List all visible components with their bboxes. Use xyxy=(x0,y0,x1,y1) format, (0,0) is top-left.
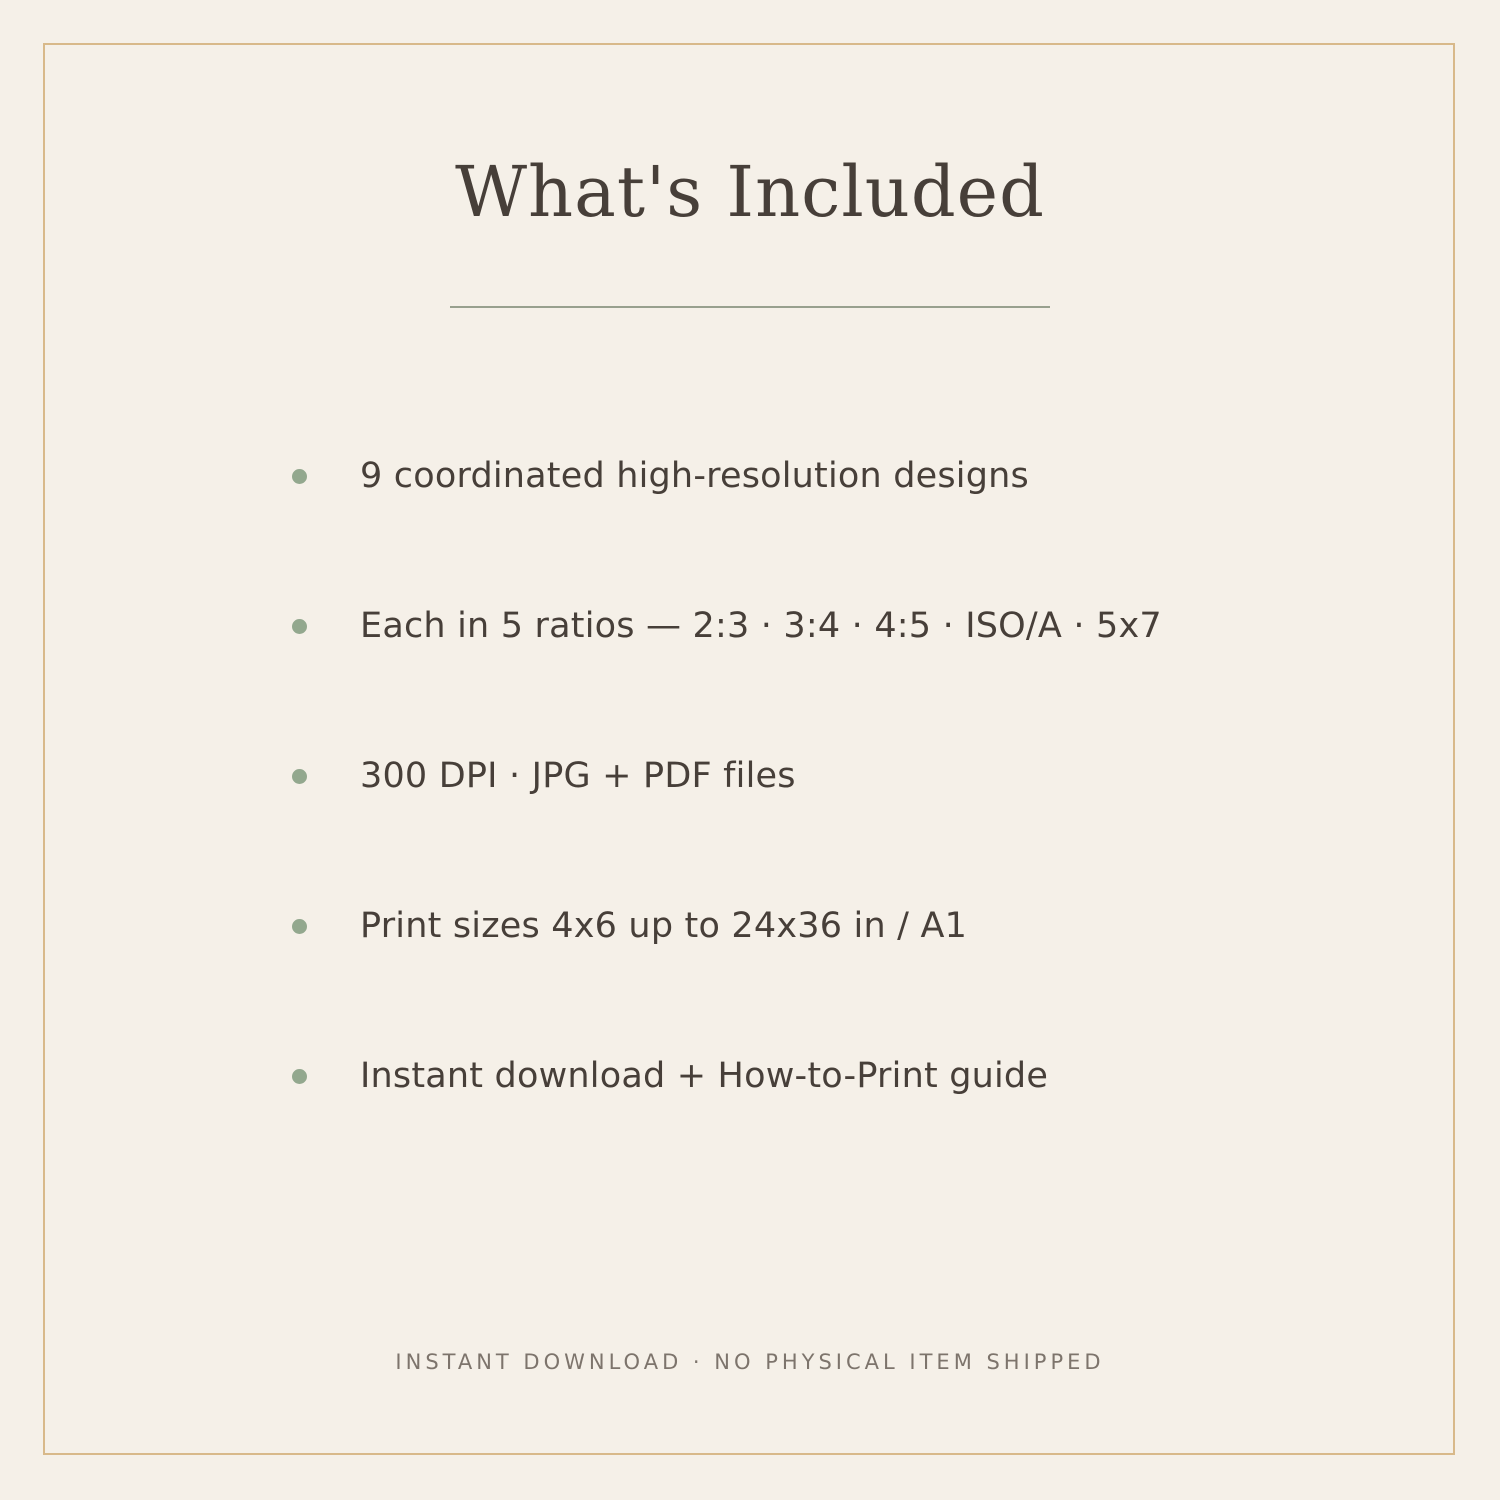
list-item xyxy=(292,446,1029,506)
list-item-text: Each in 5 ratios — 2:3 · 3:4 · 4:5 · ISO/A · 5x7 xyxy=(360,606,1162,646)
list-item xyxy=(292,746,796,806)
list-item xyxy=(292,1046,1048,1106)
bullet-dot-icon xyxy=(292,619,307,634)
bullet-dot-icon xyxy=(292,919,307,934)
list-item xyxy=(292,896,967,956)
footer-note: INSTANT DOWNLOAD · NO PHYSICAL ITEM SHIPPED xyxy=(395,1350,1105,1374)
page-title: What's Included xyxy=(455,151,1045,233)
list-item-text: 9 coordinated high-resolution designs xyxy=(360,456,1029,496)
list-item-text: Print sizes 4x6 up to 24x36 in / A1 xyxy=(360,906,968,946)
list-item xyxy=(292,596,1162,656)
list-item-text: 300 DPI · JPG + PDF files xyxy=(360,756,796,796)
bullet-dot-icon xyxy=(292,469,307,484)
bullet-dot-icon xyxy=(292,1069,307,1084)
list-item-text: Instant download + How-to-Print guide xyxy=(360,1056,1049,1096)
bullet-dot-icon xyxy=(292,769,307,784)
